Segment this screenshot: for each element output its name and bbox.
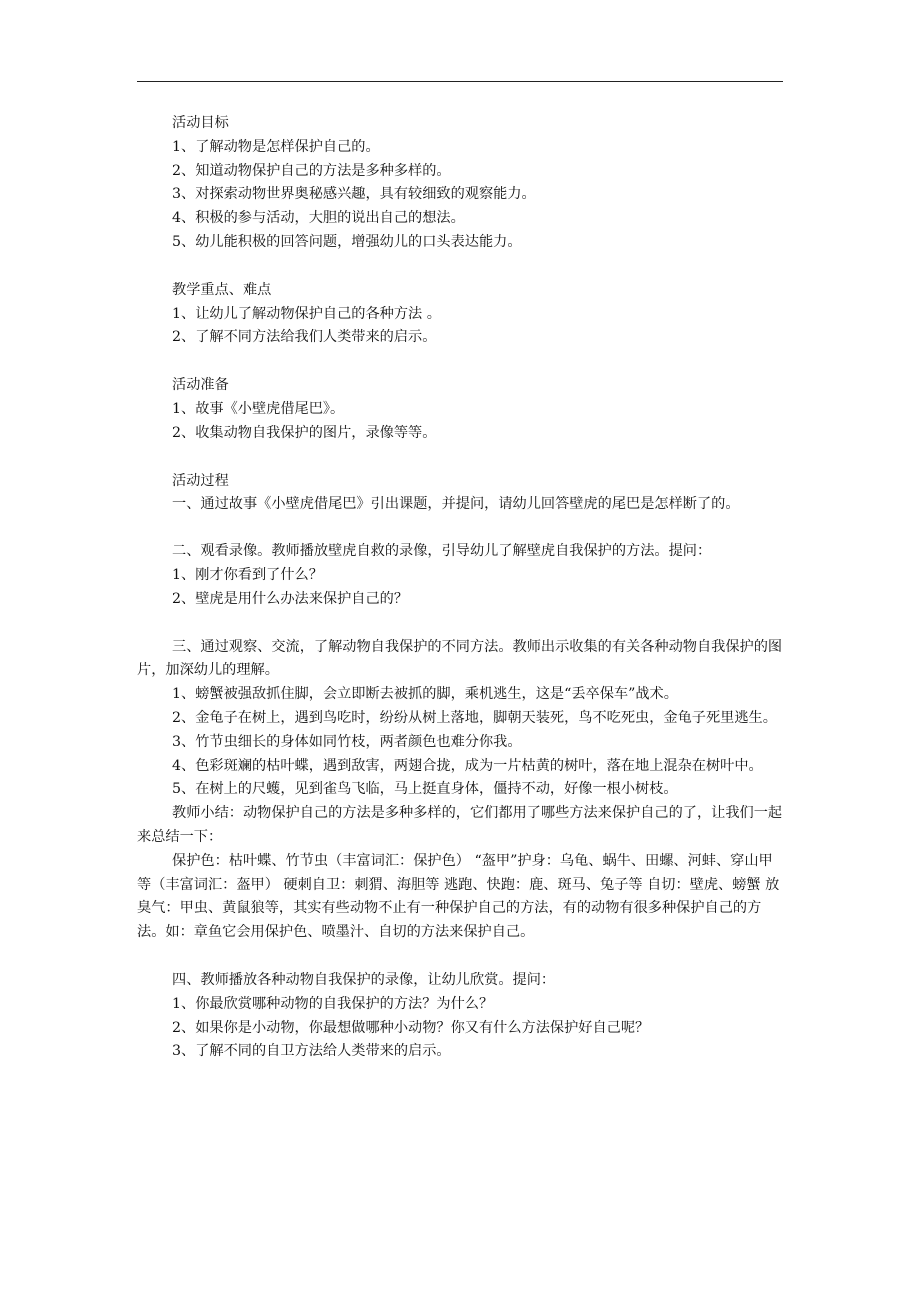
section-objectives (137, 112, 783, 255)
header-rule (137, 81, 783, 82)
process-step-2: 二、观看录像。教师播放壁虎自救的录像，引导幼儿了解壁虎自我保护的方法。提问： (172, 543, 712, 560)
list-item: 5、幼儿能积极的回答问题，增强幼儿的口头表达能力。 (172, 233, 522, 250)
process-step-1: 一、通过故事《小壁虎借尾巴》引出课题，并提问，请幼儿回答壁虎的尾巴是怎样断了的。 (172, 496, 740, 513)
question-item: 1、刚才你看到了什么？ (172, 566, 323, 583)
example-item: 4、色彩斑斓的枯叶蝶，遇到敌害，两翅合拢，成为一片枯黄的树叶，落在地上混杂在树叶中。 (172, 757, 763, 774)
process-step-3: 三、通过观察、交流，了解动物自我保护的不同方法。教师出示收集的有关各种动物自我保护的图片，加深幼儿的理解。 (137, 638, 783, 679)
section-heading: 教学重点、难点 (172, 281, 272, 298)
section-heading: 活动目标 (172, 115, 229, 131)
question-item: 3、了解不同的自卫方法给人类带来的启示。 (172, 1043, 451, 1060)
list-item: 2、收集动物自我保护的图片，录像等等。 (172, 424, 437, 441)
example-item: 3、竹节虫细长的身体如同竹枝，两者颜色也难分你我。 (172, 733, 522, 750)
question-item: 2、如果你是小动物，你最想做哪种小动物？你又有什么方法保护好自己呢？ (172, 1019, 650, 1036)
document-body (137, 112, 783, 1064)
process-step-4: 四、教师播放各种动物自我保护的录像，让幼儿欣赏。提问： (172, 971, 556, 988)
question-item: 2、壁虎是用什么办法来保护自己的？ (172, 590, 409, 607)
list-item: 2、知道动物保护自己的方法是多种多样的。 (172, 162, 451, 179)
section-heading: 活动过程 (172, 472, 229, 489)
list-item: 1、让幼儿了解动物保护自己的各种方法 。 (172, 305, 441, 322)
list-item: 4、积极的参与活动，大胆的说出自己的想法。 (172, 210, 465, 227)
example-item: 5、在树上的尺蠖，见到雀鸟飞临，马上挺直身体，僵持不动，好像一根小树枝。 (172, 781, 678, 798)
protection-categories: 保护色：枯叶蝶、竹节虫（丰富词汇：保护色） “盔甲”护身：乌龟、蜗牛、田螺、河蚌、穿山甲等（丰富词汇：盔甲） 硬刺自卫：刺猬、海胆等 逃跑、快跑：鹿、斑马、兔子等 自切：壁虎、螃蟹 放臭气：甲虫、黄鼠狼等，其实有些动物不止有一种保护自己的方法，有的动物有很多种保护自己的方法。如：章鱼它会用保护色、喷墨汁、自切的方法来保护自己。 (137, 852, 780, 941)
section-preparation (137, 374, 783, 445)
section-key-points (137, 279, 783, 350)
list-item: 2、了解不同方法给我们人类带来的启示。 (172, 329, 437, 346)
example-item: 2、金龟子在树上，遇到鸟吃时，纷纷从树上落地，脚朝天装死，鸟不吃死虫，金龟子死里逃生。 (172, 709, 777, 726)
question-item: 1、你最欣赏哪种动物的自我保护的方法？为什么？ (172, 995, 494, 1012)
teacher-summary: 教师小结：动物保护自己的方法是多种多样的，它们都用了哪些方法来保护自己的了，让我们一起来总结一下： (137, 805, 783, 845)
list-item: 1、了解动物是怎样保护自己的。 (172, 138, 380, 155)
list-item: 3、对探索动物世界奥秘感兴趣，具有较细致的观察能力。 (172, 186, 536, 203)
section-process (137, 470, 783, 1065)
list-item: 1、故事《小壁虎借尾巴》。 (172, 400, 345, 417)
section-heading: 活动准备 (172, 377, 229, 394)
example-item: 1、螃蟹被强敌抓住脚，会立即断去被抓的脚，乘机逃生，这是“丢卒保车”战术。 (172, 686, 678, 703)
